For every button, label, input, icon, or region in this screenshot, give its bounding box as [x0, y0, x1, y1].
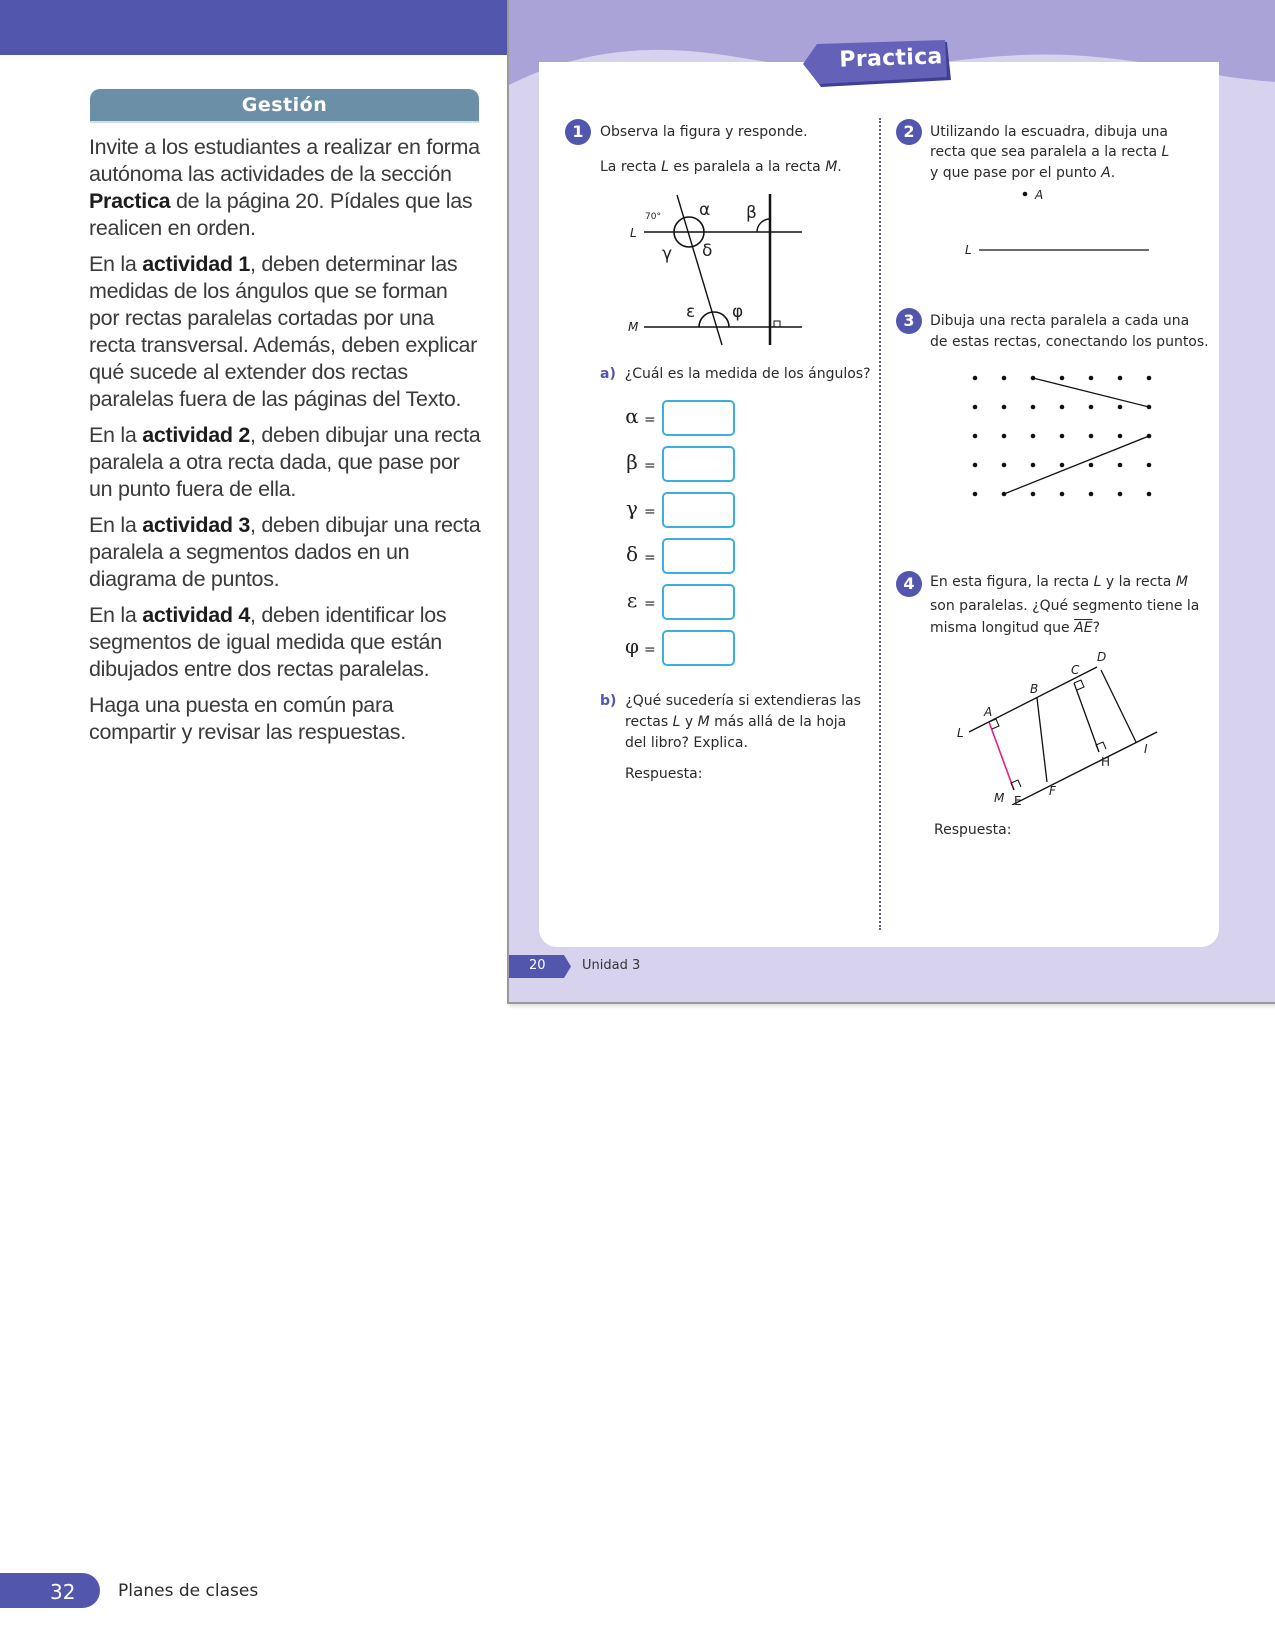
ex4-answer-label: Respuesta: [934, 822, 1012, 838]
student-book-page [507, 0, 1275, 1004]
svg-text:A: A [1035, 188, 1044, 202]
svg-text:γ: γ [662, 244, 673, 264]
answer-box-epsilon[interactable] [662, 584, 735, 620]
section-tag-label: Practica [838, 44, 944, 73]
book-unit-label: Unidad 3 [582, 958, 641, 973]
footer-title: Planes de clases [118, 1581, 259, 1601]
ex4-line1: En esta figura, la recta L y la recta M [930, 574, 1188, 590]
ex3-line1: Dibuja una recta paralela a cada una [930, 313, 1190, 329]
column-divider [879, 118, 881, 930]
svg-text:E: E [1014, 794, 1022, 805]
answer-box-beta[interactable] [662, 446, 735, 482]
svg-text:L: L [630, 226, 637, 240]
gestion-underline [90, 121, 479, 123]
svg-text:B: B [1030, 682, 1039, 696]
gestion-paragraph: En la actividad 2, deben dibujar una recta paralela a otra recta dada, que pase por un punto fuera de ella. [89, 423, 481, 501]
ex1-part-b-line2: rectas L y M más allá de la hoja [625, 714, 847, 730]
ex3-line2: de estas rectas, conectando los puntos. [930, 334, 1209, 350]
exercise-1-badge: 1 [565, 119, 591, 145]
footer-page-number: 32 [50, 1580, 76, 1604]
exercise-3-badge: 3 [896, 308, 922, 334]
svg-text:D: D [1097, 650, 1107, 664]
ex2-line3: y que pase por el punto A. [930, 165, 1116, 181]
svg-text:δ: δ [702, 241, 713, 261]
answer-row-gamma: γ = [622, 492, 742, 528]
svg-text:F: F [1049, 784, 1056, 798]
svg-text:L: L [965, 243, 972, 257]
ex4-parallel-segments-figure [939, 645, 1179, 805]
ex1-statement: La recta L es paralela a la recta M. [600, 159, 842, 175]
ex1-answer-label: Respuesta: [625, 766, 703, 782]
svg-text:M: M [994, 791, 1005, 805]
ex3-dot-grid [962, 370, 1162, 500]
ex1-parallel-lines-figure [622, 190, 822, 350]
svg-text:β: β [746, 203, 757, 223]
ex1-part-b-line3: del libro? Explica. [625, 735, 748, 751]
gestion-paragraph: Invite a los estudiantes a realizar en forma autónoma las actividades de la sección Practica de la página 20. Pídales que las realicen en orden. [89, 135, 480, 240]
ex1-part-b: b) ¿Qué sucedería si extendieras las [600, 693, 861, 709]
gestion-header: Gestión [90, 89, 479, 121]
gestion-text [89, 134, 481, 755]
answer-row-delta: δ = [622, 538, 742, 574]
gestion-paragraph: En la actividad 4, deben identificar los segmentos de igual medida que están dibujados entre dos rectas paralelas. [89, 603, 447, 681]
svg-text:70°: 70° [645, 212, 661, 222]
svg-text:L: L [957, 726, 964, 740]
answer-row-phi: φ = [622, 630, 742, 666]
ex4-line3: misma longitud que $\overline{AE}$? [930, 620, 1100, 636]
answer-box-alpha[interactable] [662, 400, 735, 436]
gestion-paragraph: Haga una puesta en común para compartir y revisar las respuestas. [89, 693, 406, 744]
ex4-line2: son paralelas. ¿Qué segmento tiene la [930, 598, 1200, 614]
svg-text:C: C [1071, 663, 1080, 677]
ex1-instruction: Observa la figura y responde. [600, 124, 808, 140]
answer-box-delta[interactable] [662, 538, 735, 574]
gestion-paragraph: En la actividad 1, deben determinar las medidas de los ángulos que se forman por rectas paralelas cortadas por una recta transversal. Además, deben explicar qué sucede al extender dos rectas paralelas fuera de las páginas del Texto. [89, 252, 478, 411]
ex2-figure [949, 180, 1209, 260]
answer-row-beta: β = [622, 446, 742, 482]
answer-box-gamma[interactable] [662, 492, 735, 528]
exercise-4-badge: 4 [896, 571, 922, 597]
svg-text:I: I [1144, 742, 1148, 756]
svg-text:φ: φ [732, 302, 744, 322]
answer-box-phi[interactable] [662, 630, 735, 666]
ex2-line2: recta que sea paralela a la recta L [930, 144, 1170, 160]
svg-text:ε: ε [686, 302, 696, 322]
answer-row-epsilon: ε = [622, 584, 742, 620]
ex2-line1: Utilizando la escuadra, dibuja una [930, 124, 1168, 140]
exercise-2-badge: 2 [896, 119, 922, 145]
ex1-part-a: a) ¿Cuál es la medida de los ángulos? [600, 366, 871, 382]
answer-row-alpha: α = [622, 400, 742, 436]
svg-text:A: A [984, 705, 993, 719]
svg-text:α: α [699, 200, 711, 220]
svg-text:M: M [628, 320, 639, 334]
svg-text:H: H [1101, 755, 1111, 769]
top-color-band [0, 0, 508, 55]
gestion-paragraph: En la actividad 3, deben dibujar una recta paralela a segmentos dados en un diagrama de puntos. [89, 513, 481, 591]
book-page-number: 20 [529, 958, 546, 973]
